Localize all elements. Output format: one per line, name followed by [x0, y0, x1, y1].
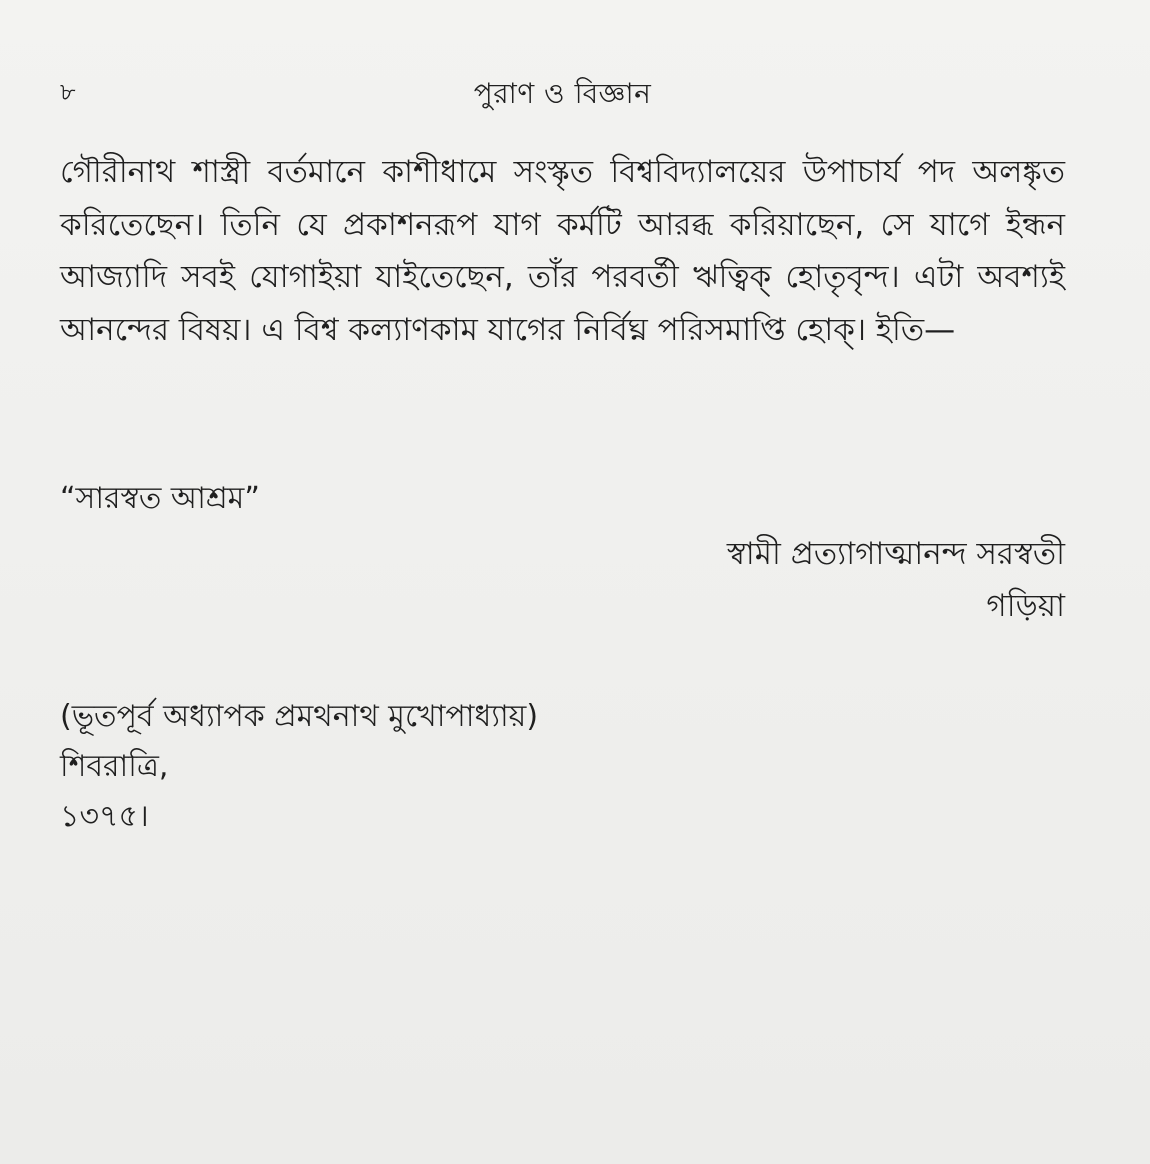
book-title: পুরাণ ও বিজ্ঞান [473, 77, 652, 110]
page-number: ৮ [60, 78, 76, 106]
body-paragraph: গৌরীনাথ শাস্ত্রী বর্তমানে কাশীধামে সংস্কৃত বিশ্ববিদ্যালয়ের উপাচার্য পদ অলঙ্কৃত করিতেছেন। তিনি যে প্রকাশনরূপ যাগ কর্মটি আরব্ধ করিয়াছেন, সে যাগে ইন্ধন আজ্যাদি সবই যোগাইয়া যাইতেছেন, তাঁর পরবর্তী ঋত্বিক্ হোতৃবৃন্দ। এটা অবশ্যই আনন্দের বিষয়। এ বিশ্ব কল্যাণকাম যাগের নির্বিঘ্ন পরিসমাপ্তি হোক্। ইতি— [60, 154, 1065, 348]
signatory-location: গড়িয়া [986, 588, 1065, 624]
running-head [60, 66, 1065, 110]
closing-block [60, 692, 538, 842]
signature-block [727, 528, 1065, 632]
signatory-name: স্বামী প্রত্যাগাত্মানন্দ সরস্বতী [726, 536, 1065, 572]
place-name: “সারস্বত আশ্রম” [60, 481, 260, 516]
former-title: (ভূতপূর্ব অধ্যাপক প্রমথনাথ মুখোপাধ্যায়) [60, 699, 539, 734]
occasion: শিবরাত্রি, [60, 749, 169, 784]
year: ১৩৭৫। [60, 799, 149, 834]
